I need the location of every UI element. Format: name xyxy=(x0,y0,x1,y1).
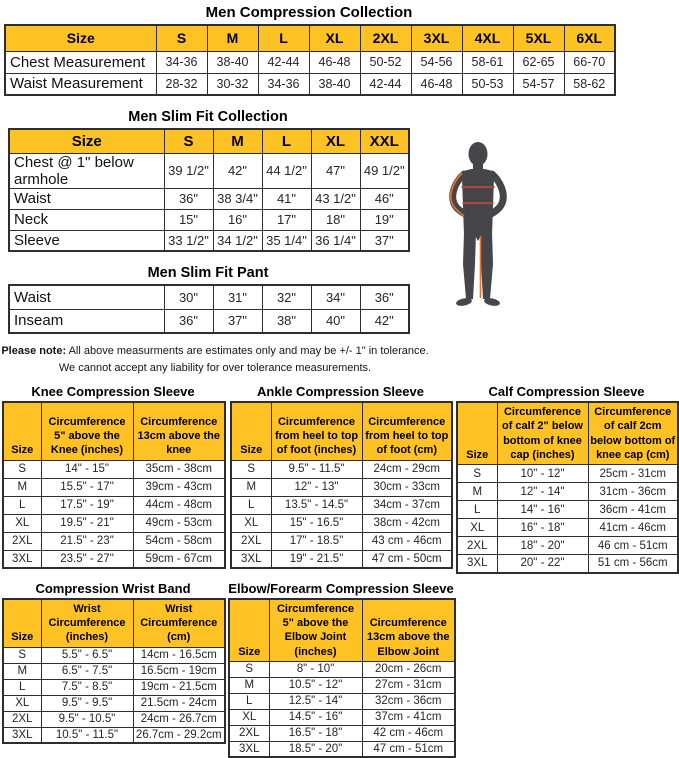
value-cell: 12" - 14" xyxy=(497,483,588,501)
column-header: S xyxy=(164,129,213,153)
table-row xyxy=(457,537,678,555)
value-cell: 34 1/2" xyxy=(213,230,262,251)
value-cell: 58-61 xyxy=(462,51,513,73)
value-cell: 38-40 xyxy=(309,73,360,95)
value-cell: 14cm - 16.5cm xyxy=(133,647,225,663)
value-cell: 14" - 16" xyxy=(497,501,588,519)
value-cell: 14.5" - 16" xyxy=(269,709,362,725)
value-cell: 5.5" - 6.5" xyxy=(41,647,133,663)
column-header: Circumference from heel to top of foot (inches) xyxy=(271,402,362,460)
value-cell: 35 1/4" xyxy=(262,230,311,251)
value-cell: 17" - 18.5" xyxy=(271,532,362,550)
table-row xyxy=(3,550,225,568)
section-elbow-forearm-sleeve xyxy=(228,581,454,758)
row-label: Sleeve xyxy=(9,230,164,251)
value-cell: 46-48 xyxy=(411,73,462,95)
row-label: 2XL xyxy=(3,711,41,727)
value-cell: 27cm - 31cm xyxy=(362,677,455,693)
tolerance-note xyxy=(0,343,430,376)
column-header: Size xyxy=(229,599,269,662)
value-cell: 28-32 xyxy=(156,73,207,95)
section-calf-sleeve xyxy=(456,384,677,574)
value-cell: 24cm - 26.7cm xyxy=(133,711,225,727)
table-row xyxy=(3,663,225,679)
column-header: 5XL xyxy=(513,25,564,51)
value-cell: 44cm - 48cm xyxy=(133,496,225,514)
column-header: Size xyxy=(457,402,497,465)
value-cell: 43 1/2" xyxy=(311,188,360,209)
value-cell: 50-53 xyxy=(462,73,513,95)
value-cell: 19.5" - 21" xyxy=(41,514,133,532)
column-header: M xyxy=(207,25,258,51)
value-cell: 20cm - 26cm xyxy=(362,661,455,677)
value-cell: 54cm - 58cm xyxy=(133,532,225,550)
value-cell: 15" xyxy=(164,209,213,230)
value-cell: 14" - 15" xyxy=(41,460,133,478)
column-header: Wrist Circumference (inches) xyxy=(41,599,133,647)
value-cell: 36" xyxy=(164,309,213,333)
value-cell: 9.5" - 11.5" xyxy=(271,460,362,478)
header-row xyxy=(5,25,615,51)
wrist-band-table xyxy=(2,598,224,744)
row-label: L xyxy=(457,501,497,519)
column-header: Circumference 13cm above the Elbow Joint xyxy=(362,599,455,662)
value-cell: 10.5" - 11.5" xyxy=(41,727,133,743)
row-label: S xyxy=(3,460,41,478)
row-label: M xyxy=(231,478,271,496)
value-cell: 37cm - 41cm xyxy=(362,709,455,725)
value-cell: 18" xyxy=(311,209,360,230)
value-cell: 33 1/2" xyxy=(164,230,213,251)
value-cell: 16.5" - 18" xyxy=(269,725,362,741)
value-cell: 30" xyxy=(164,285,213,309)
table-row xyxy=(3,695,225,711)
row-label: XL xyxy=(229,709,269,725)
value-cell: 41cm - 46cm xyxy=(588,519,678,537)
column-header: Size xyxy=(9,129,164,153)
row-label: XL xyxy=(231,514,271,532)
knee-sleeve-table xyxy=(2,401,224,569)
column-header: Size xyxy=(3,402,41,460)
header-row xyxy=(3,402,225,460)
value-cell: 38cm - 42cm xyxy=(362,514,452,532)
table-row xyxy=(3,532,225,550)
value-cell: 9.5" - 9.5" xyxy=(41,695,133,711)
value-cell: 21.5cm - 24cm xyxy=(133,695,225,711)
column-header: 2XL xyxy=(360,25,411,51)
value-cell: 34cm - 37cm xyxy=(362,496,452,514)
value-cell: 46-48 xyxy=(309,51,360,73)
value-cell: 41" xyxy=(262,188,311,209)
value-cell: 16" xyxy=(213,209,262,230)
column-header: Circumference 13cm above the knee xyxy=(133,402,225,460)
header-row xyxy=(9,129,409,153)
value-cell: 31cm - 36cm xyxy=(588,483,678,501)
table-row xyxy=(5,73,615,95)
table-row xyxy=(229,693,455,709)
column-header: L xyxy=(258,25,309,51)
row-label: Chest @ 1" below armhole xyxy=(9,153,164,188)
value-cell: 34-36 xyxy=(156,51,207,73)
chest-measure-line xyxy=(462,186,495,188)
value-cell: 37" xyxy=(360,230,409,251)
value-cell: 54-56 xyxy=(411,51,462,73)
row-label: M xyxy=(457,483,497,501)
header-row xyxy=(229,599,455,662)
value-cell: 18.5" - 20" xyxy=(269,741,362,757)
measurement-figure xyxy=(446,142,512,312)
value-cell: 38" xyxy=(262,309,311,333)
table-row xyxy=(9,188,409,209)
column-header: Size xyxy=(5,25,156,51)
value-cell: 47" xyxy=(311,153,360,188)
wrist-elbow-tables-row xyxy=(0,581,679,758)
value-cell: 50-52 xyxy=(360,51,411,73)
row-label: 2XL xyxy=(3,532,41,550)
value-cell: 32" xyxy=(262,285,311,309)
section-men-slim-fit xyxy=(0,109,679,252)
column-header: Circumference 5" above the Elbow Joint (inches) xyxy=(269,599,362,662)
column-header: Circumference from heel to top of foot (cm) xyxy=(362,402,452,460)
row-label: Waist xyxy=(9,188,164,209)
value-cell: 54-57 xyxy=(513,73,564,95)
row-label: Waist Measurement xyxy=(5,73,156,95)
value-cell: 47 cm - 51cm xyxy=(362,741,455,757)
table-row xyxy=(231,460,452,478)
value-cell: 34-36 xyxy=(258,73,309,95)
value-cell: 43 cm - 46cm xyxy=(362,532,452,550)
value-cell: 37" xyxy=(213,309,262,333)
section-knee-sleeve xyxy=(2,384,224,569)
row-label: 3XL xyxy=(3,550,41,568)
row-label: XL xyxy=(457,519,497,537)
header-row xyxy=(3,599,225,647)
row-label: 2XL xyxy=(229,725,269,741)
value-cell: 15" - 16.5" xyxy=(271,514,362,532)
value-cell: 62-65 xyxy=(513,51,564,73)
table-row xyxy=(3,679,225,695)
value-cell: 66-70 xyxy=(564,51,615,73)
row-label: Chest Measurement xyxy=(5,51,156,73)
table-row xyxy=(9,209,409,230)
table-row xyxy=(3,460,225,478)
column-header: 4XL xyxy=(462,25,513,51)
row-label: L xyxy=(231,496,271,514)
table-title-men-compression: Men Compression Collection xyxy=(205,4,413,21)
row-label: Waist xyxy=(9,285,164,309)
value-cell: 46" xyxy=(360,188,409,209)
value-cell: 12" - 13" xyxy=(271,478,362,496)
tolerance-note-line2: We cannot accept any liability for over tolerance measurements. xyxy=(58,361,372,374)
value-cell: 42-44 xyxy=(258,51,309,73)
elbow-forearm-sleeve-table xyxy=(228,598,454,758)
row-label: 2XL xyxy=(231,532,271,550)
row-label: L xyxy=(229,693,269,709)
value-cell: 20" - 22" xyxy=(497,555,588,573)
row-label: Inseam xyxy=(9,309,164,333)
table-row xyxy=(457,501,678,519)
value-cell: 30cm - 33cm xyxy=(362,478,452,496)
value-cell: 44 1/2" xyxy=(262,153,311,188)
row-label: XL xyxy=(3,695,41,711)
value-cell: 17" xyxy=(262,209,311,230)
value-cell: 16.5cm - 19cm xyxy=(133,663,225,679)
value-cell: 38 3/4" xyxy=(213,188,262,209)
column-header: XL xyxy=(309,25,360,51)
value-cell: 49 1/2" xyxy=(360,153,409,188)
value-cell: 30-32 xyxy=(207,73,258,95)
value-cell: 46 cm - 51cm xyxy=(588,537,678,555)
value-cell: 24cm - 29cm xyxy=(362,460,452,478)
calf-sleeve-table xyxy=(456,401,677,574)
column-header: 3XL xyxy=(411,25,462,51)
value-cell: 49cm - 53cm xyxy=(133,514,225,532)
tolerance-note-lead: Please note: xyxy=(1,345,67,357)
column-header: XL xyxy=(311,129,360,153)
value-cell: 58-62 xyxy=(564,73,615,95)
value-cell: 12.5" - 14" xyxy=(269,693,362,709)
row-label: S xyxy=(457,465,497,483)
value-cell: 42 cm - 46cm xyxy=(362,725,455,741)
value-cell: 23.5" - 27" xyxy=(41,550,133,568)
table-row xyxy=(9,230,409,251)
value-cell: 8" - 10" xyxy=(269,661,362,677)
table-title-wrist-band: Compression Wrist Band xyxy=(35,580,191,596)
value-cell: 36" xyxy=(360,285,409,309)
table-row xyxy=(457,483,678,501)
value-cell: 19cm - 21.5cm xyxy=(133,679,225,695)
column-header: Circumference of calf 2" below bottom of knee cap (inches) xyxy=(497,402,588,465)
tolerance-note-line1: All above measurments are estimates only and may be +/- 1" in tolerance. xyxy=(66,345,429,357)
table-row xyxy=(231,550,452,568)
value-cell: 36" xyxy=(164,188,213,209)
table-title-ankle-sleeve: Ankle Compression Sleeve xyxy=(257,384,424,399)
value-cell: 42" xyxy=(213,153,262,188)
value-cell: 35cm - 38cm xyxy=(133,460,225,478)
value-cell: 32cm - 36cm xyxy=(362,693,455,709)
header-row xyxy=(457,402,678,465)
value-cell: 40" xyxy=(311,309,360,333)
value-cell: 17.5" - 19" xyxy=(41,496,133,514)
sleeve-tables-row xyxy=(0,384,679,574)
row-label: M xyxy=(3,478,41,496)
value-cell: 6.5" - 7.5" xyxy=(41,663,133,679)
row-label: L xyxy=(3,496,41,514)
table-row xyxy=(9,153,409,188)
section-ankle-sleeve xyxy=(230,384,451,569)
table-row xyxy=(231,532,452,550)
value-cell: 39 1/2" xyxy=(164,153,213,188)
table-row xyxy=(3,514,225,532)
row-label: 3XL xyxy=(3,727,41,743)
row-label: S xyxy=(231,460,271,478)
man-silhouette xyxy=(446,142,512,312)
table-row xyxy=(5,51,615,73)
header-row xyxy=(231,402,452,460)
value-cell: 39cm - 43cm xyxy=(133,478,225,496)
value-cell: 42" xyxy=(360,309,409,333)
value-cell: 51 cm - 56cm xyxy=(588,555,678,573)
column-header: L xyxy=(262,129,311,153)
value-cell: 25cm - 31cm xyxy=(588,465,678,483)
table-title-men-slim-fit: Men Slim Fit Collection xyxy=(128,109,288,125)
section-wrist-band xyxy=(2,581,224,744)
value-cell: 10.5" - 12" xyxy=(269,677,362,693)
value-cell: 21.5" - 23" xyxy=(41,532,133,550)
table-row xyxy=(9,309,409,333)
column-header: S xyxy=(156,25,207,51)
figure-torso xyxy=(462,169,494,236)
table-title-knee-sleeve: Knee Compression Sleeve xyxy=(31,384,195,399)
row-label: S xyxy=(229,661,269,677)
men-slim-fit-table xyxy=(8,128,408,252)
value-cell: 31" xyxy=(213,285,262,309)
value-cell: 59cm - 67cm xyxy=(133,550,225,568)
table-row xyxy=(229,677,455,693)
table-title-men-slim-fit-pant: Men Slim Fit Pant xyxy=(147,265,269,281)
value-cell: 9.5" - 10.5" xyxy=(41,711,133,727)
men-compression-table xyxy=(4,24,614,96)
ankle-sleeve-table xyxy=(230,401,451,569)
row-label: S xyxy=(3,647,41,663)
row-label: 3XL xyxy=(229,741,269,757)
table-title-calf-sleeve: Calf Compression Sleeve xyxy=(488,384,645,399)
value-cell: 36 1/4" xyxy=(311,230,360,251)
value-cell: 42-44 xyxy=(360,73,411,95)
value-cell: 19" xyxy=(360,209,409,230)
row-label: XL xyxy=(3,514,41,532)
table-row xyxy=(231,496,452,514)
value-cell: 47 cm - 50cm xyxy=(362,550,452,568)
table-row xyxy=(3,647,225,663)
table-row xyxy=(229,661,455,677)
row-label: M xyxy=(229,677,269,693)
column-header: 6XL xyxy=(564,25,615,51)
row-label: 2XL xyxy=(457,537,497,555)
table-row xyxy=(229,725,455,741)
column-header: XXL xyxy=(360,129,409,153)
value-cell: 26.7cm - 29.2cm xyxy=(133,727,225,743)
men-slim-fit-pant-table xyxy=(8,284,408,334)
table-row xyxy=(229,741,455,757)
column-header: Circumference of calf 2cm below bottom of knee cap (cm) xyxy=(588,402,678,465)
row-label: 3XL xyxy=(231,550,271,568)
value-cell: 34" xyxy=(311,285,360,309)
value-cell: 36cm - 41cm xyxy=(588,501,678,519)
table-row xyxy=(3,478,225,496)
value-cell: 15.5" - 17" xyxy=(41,478,133,496)
column-header: M xyxy=(213,129,262,153)
value-cell: 10" - 12" xyxy=(497,465,588,483)
column-header: Wrist Circumference (cm) xyxy=(133,599,225,647)
column-header: Size xyxy=(231,402,271,460)
table-row xyxy=(231,514,452,532)
size-chart-page xyxy=(0,4,679,758)
row-label: M xyxy=(3,663,41,679)
table-row xyxy=(229,709,455,725)
section-men-compression xyxy=(0,4,679,96)
value-cell: 19" - 21.5" xyxy=(271,550,362,568)
waist-measure-line xyxy=(463,202,494,204)
value-cell: 16" - 18" xyxy=(497,519,588,537)
column-header: Size xyxy=(3,599,41,647)
table-title-elbow-forearm-sleeve: Elbow/Forearm Compression Sleeve xyxy=(228,580,454,596)
table-row xyxy=(231,478,452,496)
table-row xyxy=(3,711,225,727)
value-cell: 7.5" - 8.5" xyxy=(41,679,133,695)
row-label: Neck xyxy=(9,209,164,230)
column-header: Circumference 5" above the Knee (inches) xyxy=(41,402,133,460)
section-men-slim-fit-pant xyxy=(0,265,679,334)
table-row xyxy=(457,555,678,573)
table-row xyxy=(3,496,225,514)
figure-left-leg xyxy=(463,232,476,299)
row-label: 3XL xyxy=(457,555,497,573)
value-cell: 13.5" - 14.5" xyxy=(271,496,362,514)
table-row xyxy=(3,727,225,743)
figure-right-leg xyxy=(480,232,493,299)
value-cell: 38-40 xyxy=(207,51,258,73)
value-cell: 18" - 20" xyxy=(497,537,588,555)
table-row xyxy=(457,519,678,537)
row-label: L xyxy=(3,679,41,695)
table-row xyxy=(9,285,409,309)
table-row xyxy=(457,465,678,483)
